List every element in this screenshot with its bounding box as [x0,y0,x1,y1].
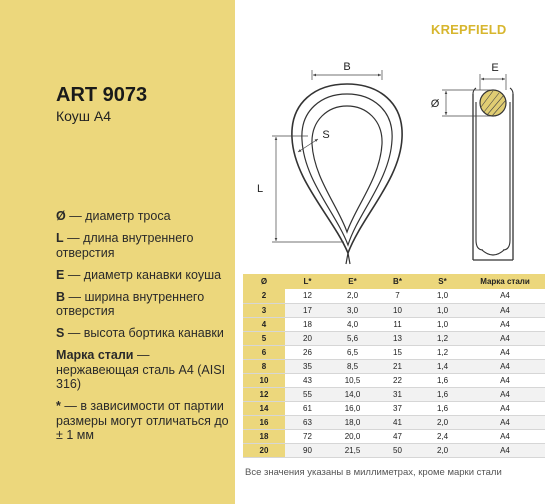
table-cell-diameter: 12 [243,387,285,401]
table-cell: А4 [465,415,545,429]
header-length: L* [285,274,330,289]
table-cell: А4 [465,317,545,331]
table-row [243,359,545,373]
label-diameter: Ø [430,98,440,110]
table-cell: 1,6 [420,373,465,387]
table-cell: 37 [375,401,420,415]
product-name: Коуш А4 [56,108,112,124]
table-cell: 20 [285,331,330,345]
table-cell: А4 [465,359,545,373]
label-l: L [256,183,264,195]
table-row [243,443,545,457]
table-cell: 31 [375,387,420,401]
table-cell: 6,5 [330,345,375,359]
table-cell: 3,0 [330,303,375,317]
table-cell: 14,0 [330,387,375,401]
table-cell: 1,2 [420,345,465,359]
table-cell: 50 [375,443,420,457]
table-row [243,345,545,359]
left-panel [0,0,235,504]
table-cell: 2,0 [330,289,375,303]
table-cell: 21,5 [330,443,375,457]
table-cell: 90 [285,443,330,457]
footnote: Все значения указаны в миллиметрах, кроме марки стали [245,467,502,478]
table-row [243,401,545,415]
table-cell: 35 [285,359,330,373]
table-cell: 1,0 [420,317,465,331]
table-cell: 43 [285,373,330,387]
label-b: B [343,61,351,73]
table-cell: 2,0 [420,415,465,429]
table-cell-diameter: 5 [243,331,285,345]
table-cell: 10 [375,303,420,317]
table-cell: 22 [375,373,420,387]
table-cell: 17 [285,303,330,317]
table-cell-diameter: 18 [243,429,285,443]
table-cell: 72 [285,429,330,443]
table-cell: 18 [285,317,330,331]
table-cell: 1,0 [420,303,465,317]
table-body [243,289,545,457]
table-cell: 1,2 [420,331,465,345]
table-cell: 1,4 [420,359,465,373]
table-cell: А4 [465,331,545,345]
table-cell: 47 [375,429,420,443]
table-cell-diameter: 3 [243,303,285,317]
table-row [243,429,545,443]
table-cell-diameter: 14 [243,401,285,415]
table-cell: 41 [375,415,420,429]
header-diameter: Ø [243,274,285,289]
table-cell: А4 [465,429,545,443]
dimension-legend [56,209,232,450]
table-cell: А4 [465,303,545,317]
table-cell: 21 [375,359,420,373]
dimensions-table [243,274,545,458]
table-cell-diameter: 8 [243,359,285,373]
table-cell: 7 [375,289,420,303]
table-cell: А4 [465,387,545,401]
table-cell: А4 [465,373,545,387]
table-cell: 8,5 [330,359,375,373]
legend-item-width: B — ширина внутреннего отверстия [56,289,205,318]
header-groove: E* [330,274,375,289]
table-cell: 20,0 [330,429,375,443]
table-cell: 13 [375,331,420,345]
table-cell: 16,0 [330,401,375,415]
header-rim: S* [420,274,465,289]
article-number: ART 9073 [56,84,148,106]
table-cell-diameter: 10 [243,373,285,387]
table-row [243,331,545,345]
legend-item-groove: E — диаметр канавки коуша [56,267,222,282]
table-cell-diameter: 6 [243,345,285,359]
thimble-drawing [240,50,560,272]
legend-item-steel: Марка стали — нержавеющая сталь А4 (AISI 316) [56,348,226,391]
table-cell: 15 [375,345,420,359]
table-row [243,303,545,317]
header-steel: Марка стали [465,274,545,289]
table-cell: А4 [465,401,545,415]
table-cell: 63 [285,415,330,429]
table-cell: А4 [465,289,545,303]
brand-logo: KREPFIELD [431,22,507,37]
table-row [243,387,545,401]
label-s: S [322,129,330,141]
table-cell: 1,6 [420,401,465,415]
table-cell: 1,6 [420,387,465,401]
table-cell: 55 [285,387,330,401]
table-cell: 10,5 [330,373,375,387]
table-cell: 2,4 [420,429,465,443]
table-cell: 11 [375,317,420,331]
table-cell: 18,0 [330,415,375,429]
table-cell: 61 [285,401,330,415]
legend-item-tolerance: * — в зависимости от партии размеры могут отличаться до ± 1 мм [56,399,229,442]
table-cell: 1,0 [420,289,465,303]
table-cell-diameter: 20 [243,443,285,457]
table-cell: 5,6 [330,331,375,345]
header-width: B* [375,274,420,289]
table-cell-diameter: 16 [243,415,285,429]
table-row [243,317,545,331]
table-cell-diameter: 4 [243,317,285,331]
legend-item-diameter: Ø — диаметр троса [56,209,171,223]
table-row [243,289,545,303]
legend-item-length: L — длина внутреннего отверстия [56,231,194,260]
table-cell: А4 [465,443,545,457]
table-cell-diameter: 2 [243,289,285,303]
table-cell: 2,0 [420,443,465,457]
label-e: E [491,62,499,74]
table-header-row [243,274,545,289]
front-view [292,84,402,264]
table-cell: 4,0 [330,317,375,331]
table-cell: 12 [285,289,330,303]
table-row [243,415,545,429]
legend-item-rim: S — высота бортика канавки [56,326,224,340]
table-cell: А4 [465,345,545,359]
table-cell: 26 [285,345,330,359]
table-row [243,373,545,387]
